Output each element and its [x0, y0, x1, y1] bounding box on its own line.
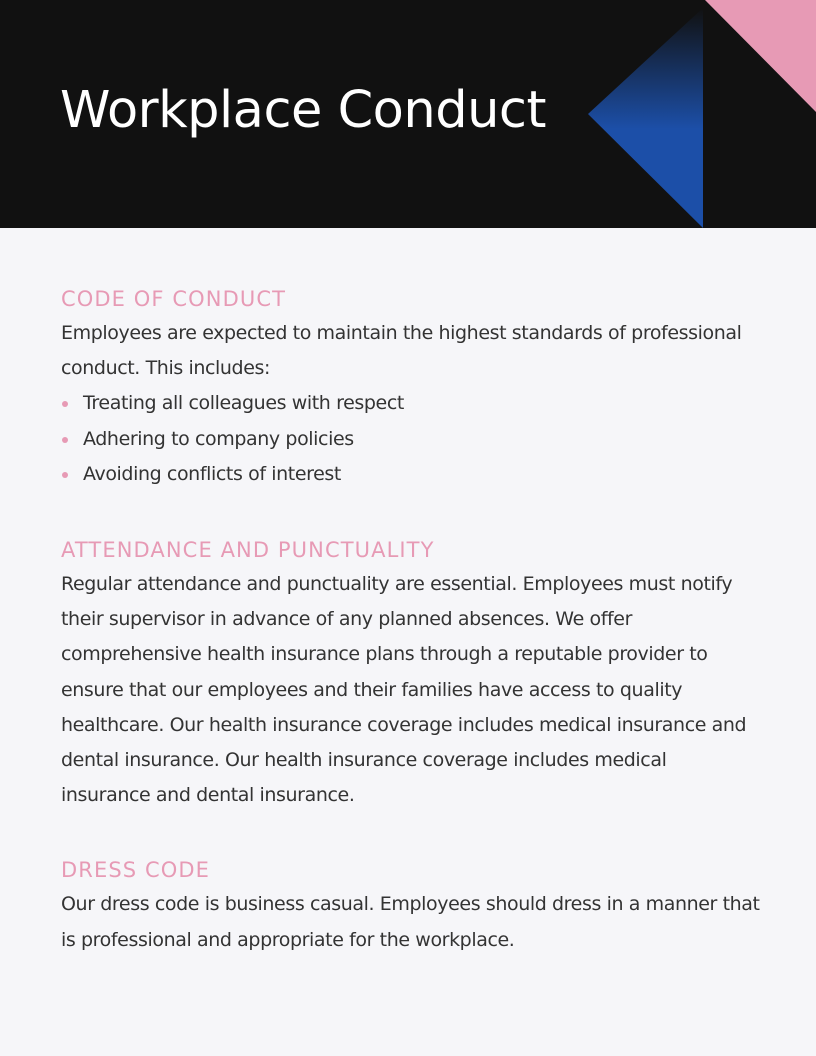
list-item	[61, 422, 761, 458]
page-title: Workplace Conduct	[60, 81, 546, 140]
bullet-list	[61, 386, 761, 493]
list-item	[61, 457, 761, 493]
document-body	[61, 282, 761, 998]
section-heading: ATTENDANCE AND PUNCTUALITY	[61, 537, 435, 562]
pink-triangle-shape	[705, 0, 816, 112]
header-banner	[0, 0, 816, 228]
section-heading: DRESS CODE	[61, 858, 210, 883]
list-item-text: Adhering to company policies	[83, 427, 354, 450]
bullet-dot-icon	[62, 472, 68, 478]
list-item	[61, 386, 761, 422]
blue-triangle-shape	[588, 8, 703, 228]
section-code-of-conduct	[61, 282, 761, 493]
list-item-text: Treating all colleagues with respect	[83, 392, 404, 415]
bullet-dot-icon	[62, 401, 68, 407]
section-attendance	[61, 533, 761, 813]
section-paragraph: Employees are expected to maintain the highest standards of professional conduct. This includes:	[61, 322, 742, 380]
section-paragraph: Our dress code is business casual. Employees should dress in a manner that is professional and appropriate for the workplace.	[61, 893, 760, 951]
section-dress-code	[61, 853, 761, 957]
decorative-triangles	[0, 0, 816, 228]
list-item-text: Avoiding conflicts of interest	[83, 463, 341, 486]
bullet-dot-icon	[62, 437, 68, 443]
section-paragraph: Regular attendance and punctuality are essential. Employees must notify their supervisor in advance of any planned absences. We offer comprehensive health insurance plans through a reputable provider to ensure that our employees and their families have access to quality healthcare. Our health insurance coverage includes medical insurance and dental insurance. Our health insurance coverage includes medical insurance and dental insurance.	[61, 572, 747, 807]
section-heading: CODE OF CONDUCT	[61, 287, 287, 311]
